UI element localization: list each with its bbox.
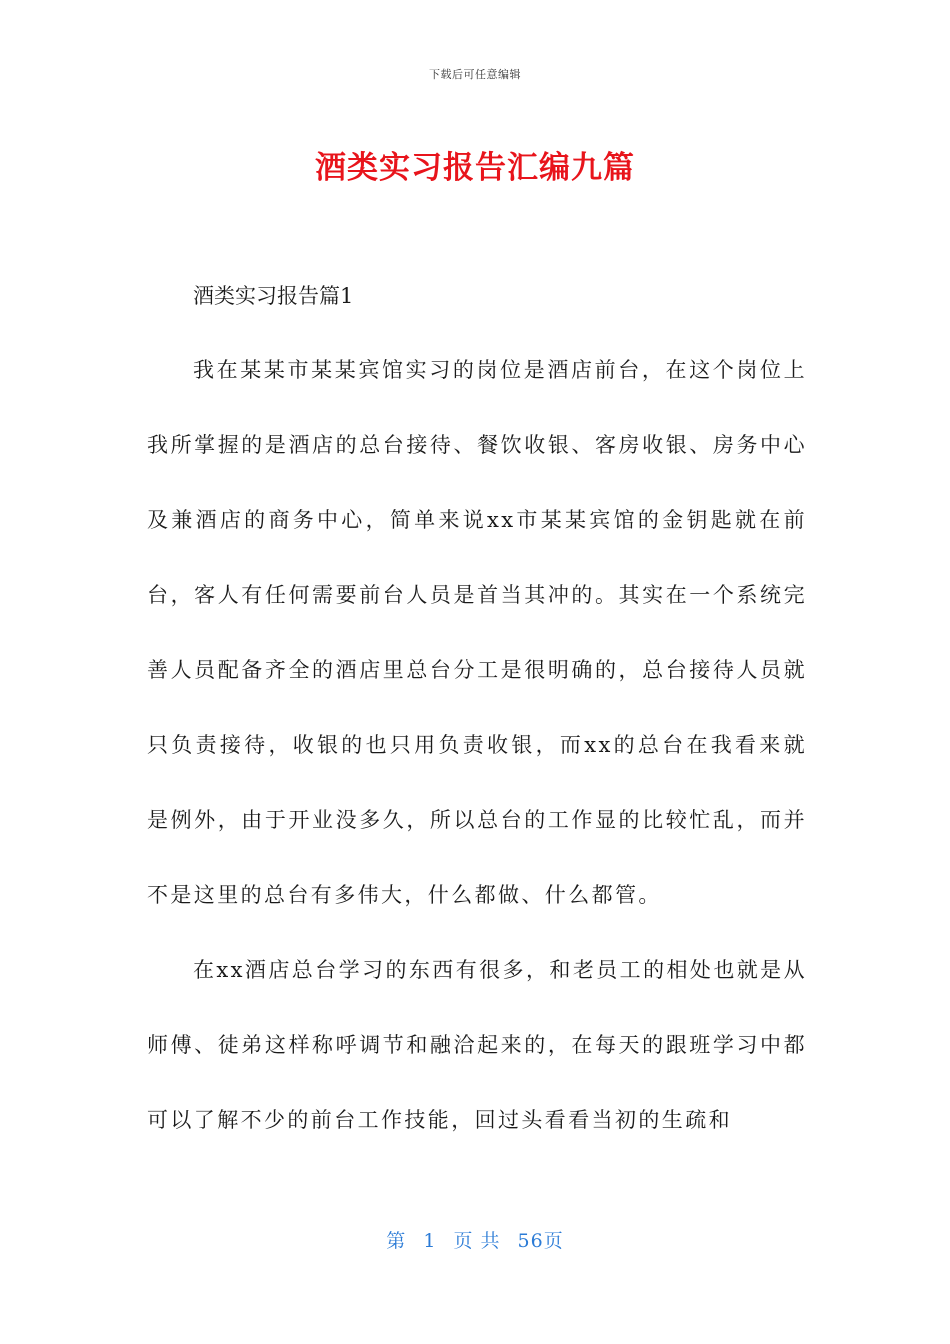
paragraph-1: 我在某某市某某宾馆实习的岗位是酒店前台，在这个岗位上我所掌握的是酒店的总台接待、餐饮收银、客房收银、房务中心及兼酒店的商务中心，简单来说xx市某某宾馆的金钥匙就在前台，客人有任何需要前台人员是首当其冲的。其实在一个系统完善人员配备齐全的酒店里总台分工是很明确的，总台接待人员就只负责接待，收银的也只用负责收银，而xx的总台在我看来就是例外，由于开业没多久，所以总台的工作显的比较忙乱，而并不是这里的总台有多伟大，什么都做、什么都管。 <box>147 358 807 907</box>
header-note: 下载后可任意编辑 <box>429 68 521 81</box>
footer-current-page: 1 <box>423 1230 437 1252</box>
footer-total-pages: 56页 <box>517 1230 564 1252</box>
footer-of-label: 页 共 <box>453 1230 501 1252</box>
paragraph-2: 在xx酒店总台学习的东西有很多，和老员工的相处也就是从师傅、徒弟这样称呼调节和融洽起来的，在每天的跟班学习中都可以了解不少的前台工作技能，回过头看看当初的生疏和 <box>147 958 807 1132</box>
page-footer <box>0 1226 950 1253</box>
footer-page-label: 第 <box>386 1230 407 1252</box>
document-title: 酒类实习报告汇编九篇 <box>315 150 635 186</box>
section-heading: 酒类实习报告篇1 <box>193 284 354 308</box>
document-body <box>147 280 807 1158</box>
